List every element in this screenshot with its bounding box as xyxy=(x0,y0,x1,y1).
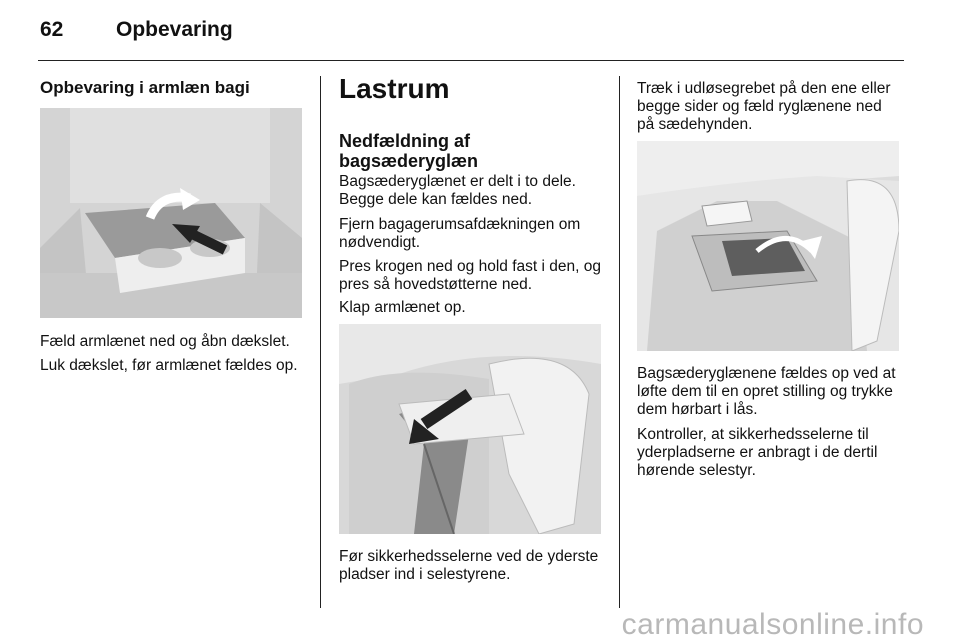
check-text-3b: yderpladserne er anbragt i de dertil xyxy=(637,444,878,461)
page-title: Opbevaring xyxy=(116,18,233,41)
check-text-3c: hørende selestyr. xyxy=(637,462,756,479)
raise-text-2b: løfte dem til en opret stilling og trykke xyxy=(637,383,893,400)
section-heading-cargo: Lastrum xyxy=(339,73,450,104)
release-text-1b: begge sider og fæld ryglænene ned xyxy=(637,98,882,115)
cargo-text-1b: Begge dele kan fældes ned. xyxy=(339,191,533,208)
caption-line-1: Før sikkerhedsselerne ved de yderste xyxy=(339,548,599,565)
cargo-text-1a: Bagsæderyglænet er delt i to dele. xyxy=(339,173,576,190)
cargo-text-4: Klap armlænet op. xyxy=(339,299,466,316)
check-text-3a: Kontroller, at sikkerhedsselerne til xyxy=(637,426,869,443)
watermark-text: carmanualsonline.info xyxy=(621,608,924,641)
raise-text-2c: dem hørbart i lås. xyxy=(637,401,758,418)
column-divider-1 xyxy=(320,76,321,608)
caption-line-2: pladser ind i selestyrene. xyxy=(339,566,511,583)
release-lever-illustration xyxy=(637,141,899,351)
cargo-text-2b: nødvendigt. xyxy=(339,234,420,251)
release-text-1a: Træk i udløsegrebet på den ene eller xyxy=(637,80,891,97)
subheading-line-1: Nedfældning af xyxy=(339,131,470,151)
seatbelt-guide-illustration xyxy=(339,324,601,534)
cargo-text-3a: Pres krogen ned og hold fast i den, og xyxy=(339,258,601,275)
cargo-text-2a: Fjern bagagerumsafdækningen om xyxy=(339,216,581,233)
release-text-1c: på sædehynden. xyxy=(637,116,753,133)
armrest-illustration xyxy=(40,108,302,318)
header-rule xyxy=(38,60,904,61)
page-number: 62 xyxy=(40,18,64,41)
cargo-text-3b: pres så hovedstøtterne ned. xyxy=(339,276,533,293)
armrest-text-2: Luk dækslet, før armlænet fældes op. xyxy=(40,357,298,374)
section-heading-armrest: Opbevaring i armlæn bagi xyxy=(40,78,250,97)
armrest-text-1: Fæld armlænet ned og åbn dækslet. xyxy=(40,333,290,350)
column-divider-2 xyxy=(619,76,620,608)
raise-text-2a: Bagsæderyglænene fældes op ved at xyxy=(637,365,896,382)
subheading-line-2: bagsæderyglæn xyxy=(339,151,479,171)
